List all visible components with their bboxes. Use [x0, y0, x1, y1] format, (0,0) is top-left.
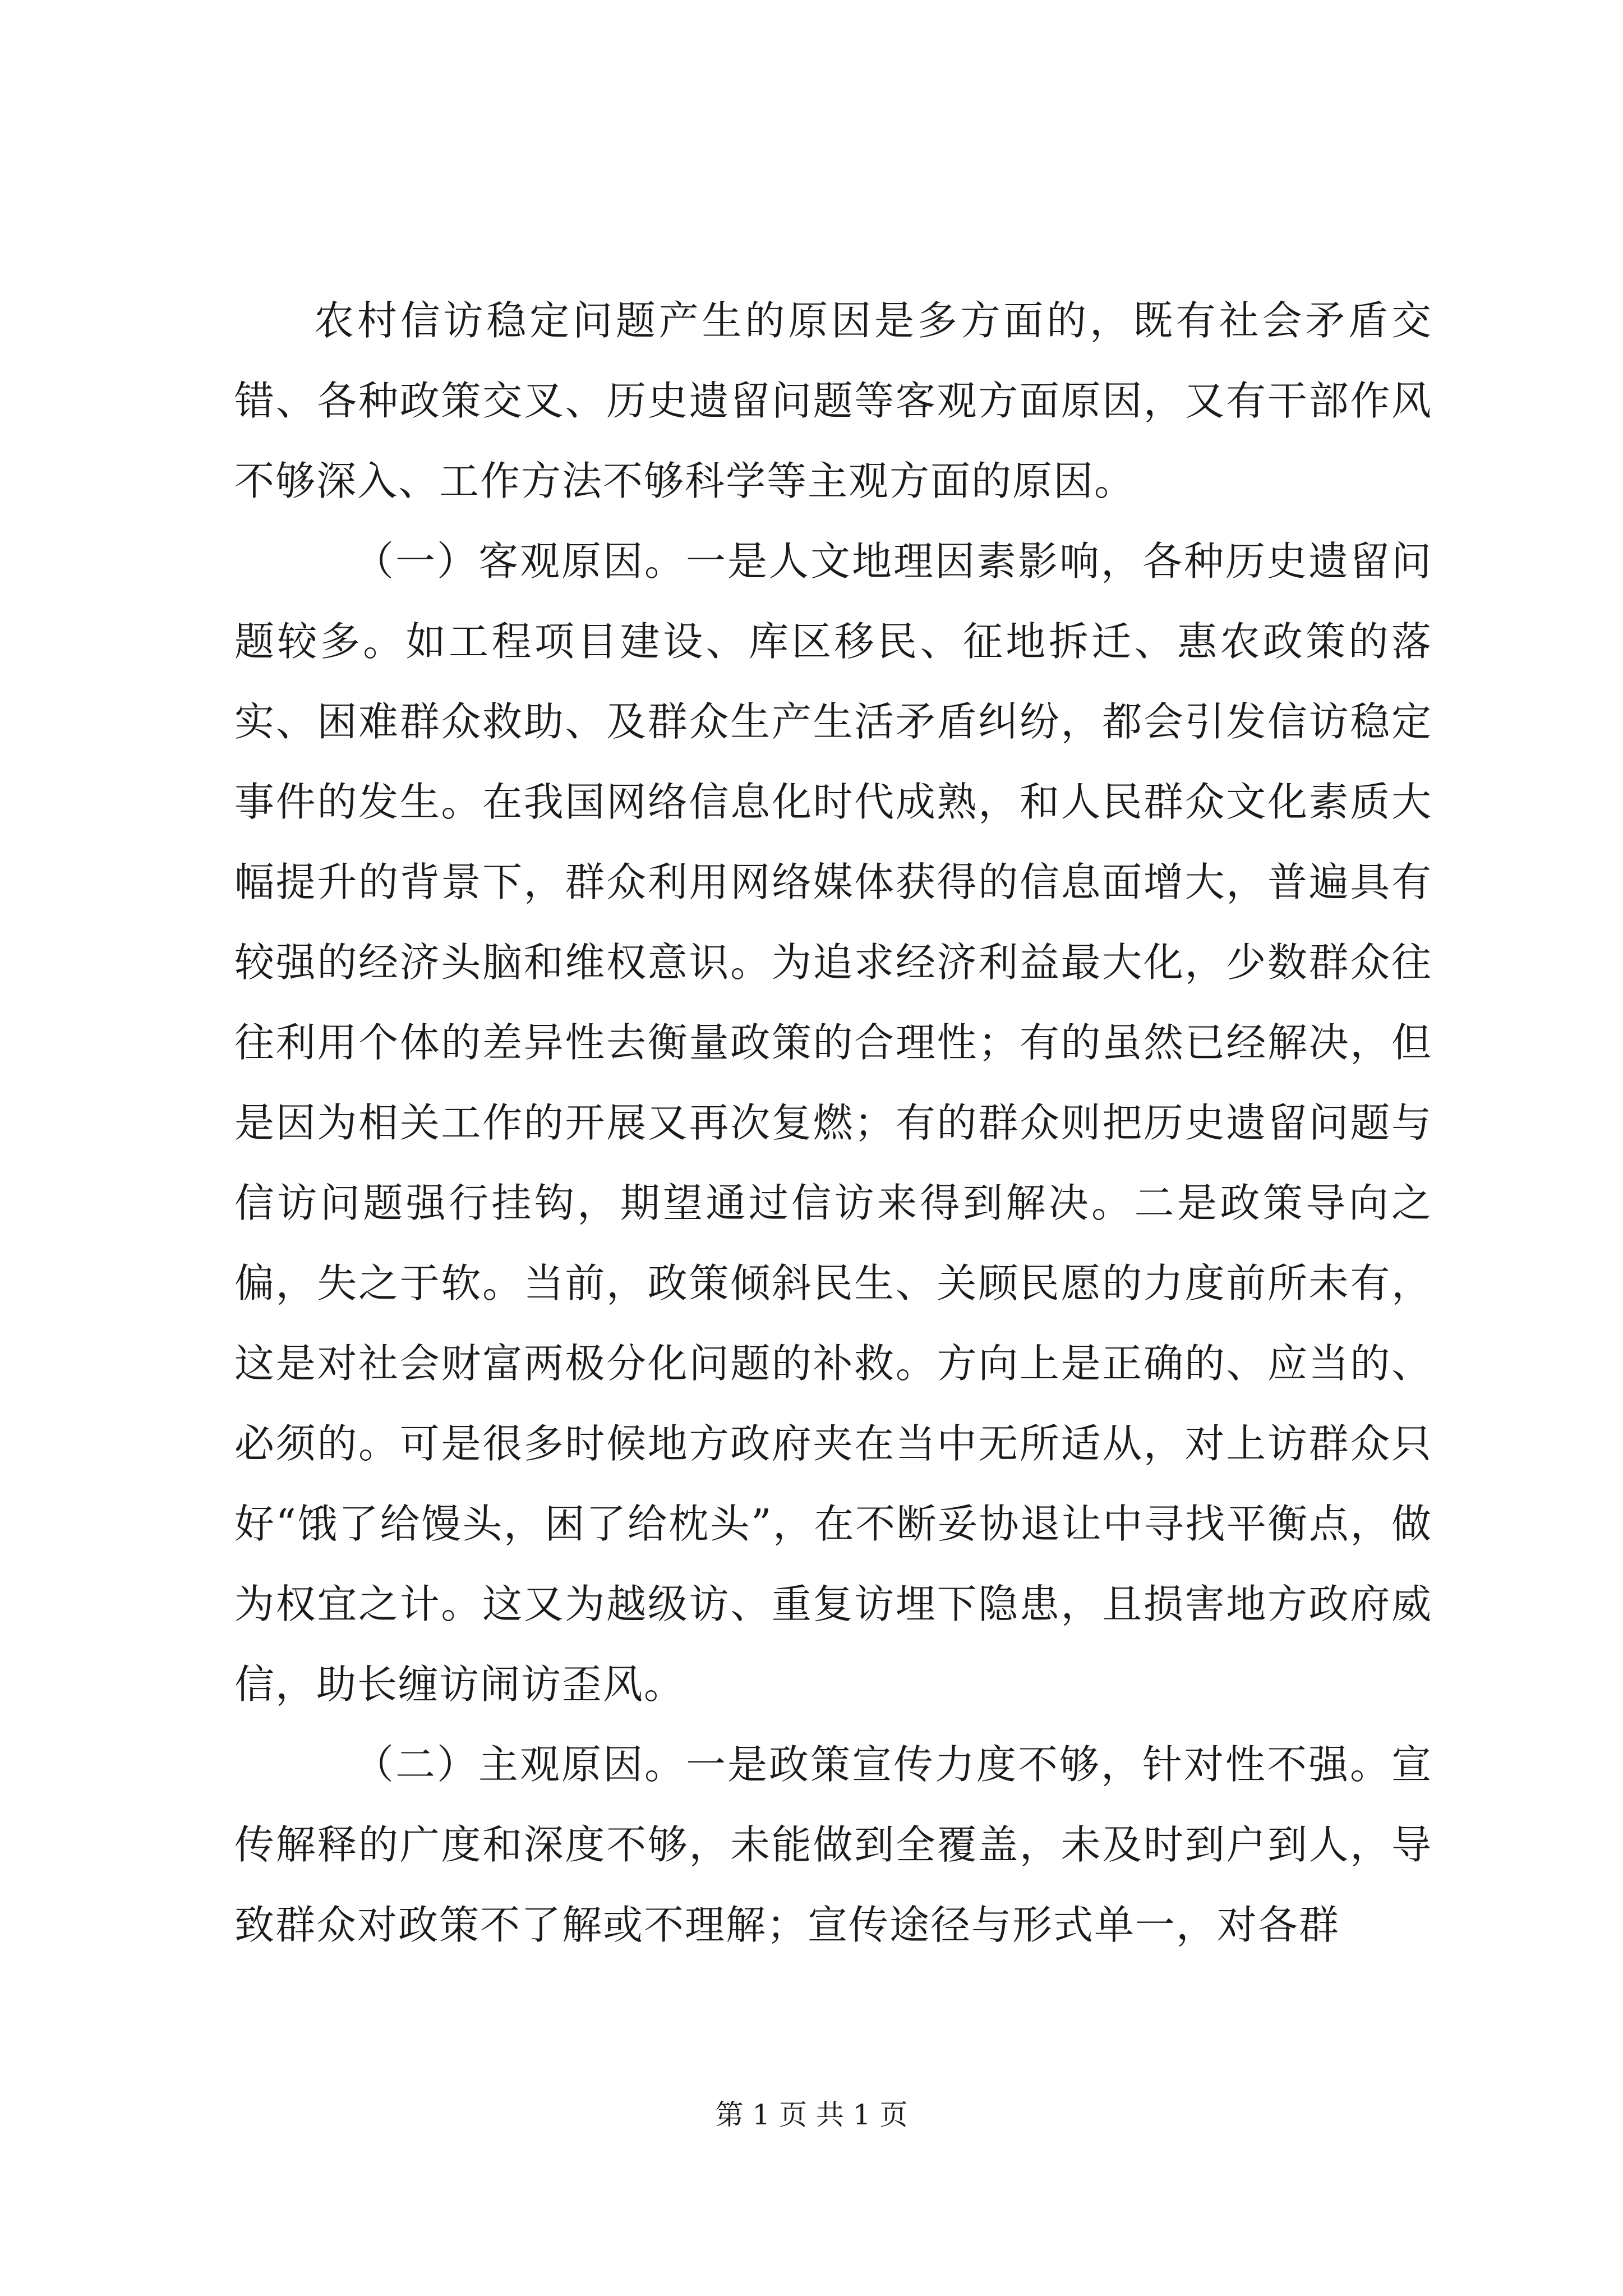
page-footer: 第 1 页 共 1 页: [715, 2099, 908, 2131]
paragraph-subjective-causes: （二）主观原因。一是政策宣传力度不够，针对性不强。宣传解释的广度和深度不够，未能做到全覆盖，未及时到户到人，导致群众对政策不了解或不理解；宣传途径与形式单一，对各群: [234, 1741, 1432, 1948]
document-body: [234, 280, 1432, 1965]
paragraph-objective-causes: （一）客观原因。一是人文地理因素影响，各种历史遗留问题较多。如工程项目建设、库区移民、征地拆迁、惠农政策的落实、困难群众救助、及群众生产生活矛盾纠纷，都会引发信访稳定事件的发生。在我国网络信息化时代成熟，和人民群众文化素质大幅提升的背景下，群众利用网络媒体获得的信息面增大，普遍具有较强的经济头脑和维权意识。为追求经济利益最大化，少数群众往往利用个体的差异性去衡量政策的合理性；有的虽然已经解决，但是因为相关工作的开展又再次复燃；有的群众则把历史遗留问题与信访问题强行挂钩，期望通过信访来得到解决。二是政策导向之偏，失之于软。当前，政策倾斜民生、关顾民愿的力度前所未有，这是对社会财富两极分化问题的补救。方向上是正确的、应当的、必须的。可是很多时候地方政府夹在当中无所适从，对上访群众只好“饿了给馒头，困了给枕头”，在不断妥协退让中寻找平衡点，做为权宜之计。这又为越级访、重复访埋下隐患，且损害地方政府威信，助长缠访闹访歪风。: [234, 538, 1432, 1708]
paragraph-intro: 农村信访稳定问题产生的原因是多方面的，既有社会矛盾交错、各种政策交叉、历史遗留问题等客观方面原因，又有干部作风不够深入、工作方法不够科学等主观方面的原因。: [234, 297, 1432, 504]
